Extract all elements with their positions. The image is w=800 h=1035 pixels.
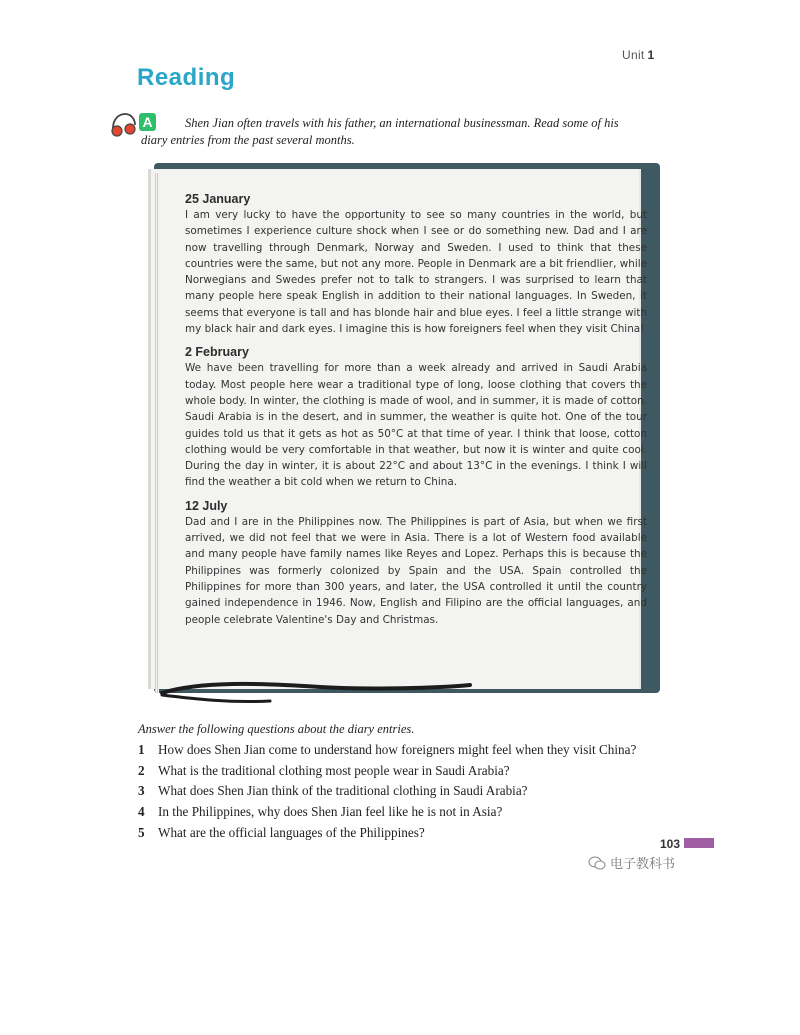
list-item xyxy=(138,781,698,802)
question-number: 1 xyxy=(138,742,145,757)
entry-date: 2 February xyxy=(185,345,249,360)
watermark xyxy=(588,853,675,872)
question-number: 5 xyxy=(138,824,145,840)
watermark-text: 电子教科书 xyxy=(610,856,676,871)
exercise-badge: A xyxy=(139,113,156,131)
diary-book xyxy=(140,163,660,708)
entry-date: 25 January xyxy=(185,192,251,206)
section-title: Reading xyxy=(137,64,236,91)
questions-intro: Answer the following questions about the diary entries. xyxy=(138,722,415,736)
unit-label xyxy=(622,48,655,62)
list-item xyxy=(138,823,698,844)
headphones-icon[interactable] xyxy=(108,110,138,140)
question-text: How does Shen Jian come to understand how foreigners might feel when they visit China? xyxy=(158,742,637,757)
entry-text: We have been travelling for more than a week already and arrived in Saudi Arabia today. Most people here wear a traditional type of long, loose clothing that covers the whole body. In winter, the clothing is made of wool, and in summer, it is made of cotton. Saudi Arabia is in the desert, and in summer, the weather is quite hot. One of the tour guides told us that it gets as hot as 50°C at that time of year. I think that loose, cotton clothing would be very comfortable in that weather, but now it is winter and quite cool. During the day in winter, it is about 22°C and about 13°C in the evenings. I think I will find the weather a bit cold when we return to China. xyxy=(185,362,647,489)
list-item xyxy=(138,802,698,823)
question-number: 3 xyxy=(138,783,145,799)
question-text: What is the traditional clothing most people wear in Saudi Arabia? xyxy=(158,762,510,778)
page-number-bar xyxy=(684,838,714,848)
question-list xyxy=(138,740,698,844)
entry-text: I am very lucky to have the opportunity to see so many countries in the world, but sometimes I experience culture shock when I see or do something new. Dad and I are now travelling through Denmark, Norway and Sweden. I used to think that these countries were the same, but not any more. People in Denmark are a bit friendlier, while Norwegians and Swedes prefer not to talk to strangers. I was surprised to learn that many people here speak English in addition to their national languages. In Sweden, it seems that everyone is tall and has blonde hair and blue eyes. I feel a little strange with my black hair and dark eyes. I imagine this is how foreigners feel when they visit China! xyxy=(185,209,647,336)
entry-date: 12 July xyxy=(185,498,228,513)
question-text: What does Shen Jian think of the traditional clothing in Saudi Arabia? xyxy=(158,783,528,799)
page-number: 103 xyxy=(660,837,681,851)
list-item xyxy=(138,740,698,761)
question-text: What are the official languages of the Philippines? xyxy=(158,824,425,840)
question-text: In the Philippines, why does Shen Jian feel like he is not in Asia? xyxy=(158,804,503,820)
unit-label-text: Unit xyxy=(622,48,645,62)
list-item xyxy=(138,761,698,782)
question-number: 2 xyxy=(138,762,145,778)
unit-number: 1 xyxy=(647,48,655,62)
question-number: 4 xyxy=(138,804,145,820)
wechat-icon xyxy=(588,856,606,870)
exercise-intro: Shen Jian often travels with his father, an international businessman. Read some of his diary entries from the past several months. xyxy=(141,116,619,147)
entry-text: Dad and I are in the Philippines now. The Philippines is part of Asia, but when we first arrived, we did not feel that we were in Asia. There is a lot of Western food available and many people have family names like Reyes and Lopez. Perhaps this is because the Philippines was formerly colonized by Spain and the USA. Spain controlled the Philippines for more than 300 years, and later, the USA controlled it until the country gained independence in 1946. Now, English and Filipino are the official languages, and people celebrate Valentine's Day and Christmas. xyxy=(185,515,647,626)
bookmark-ribbon-icon xyxy=(140,163,660,708)
